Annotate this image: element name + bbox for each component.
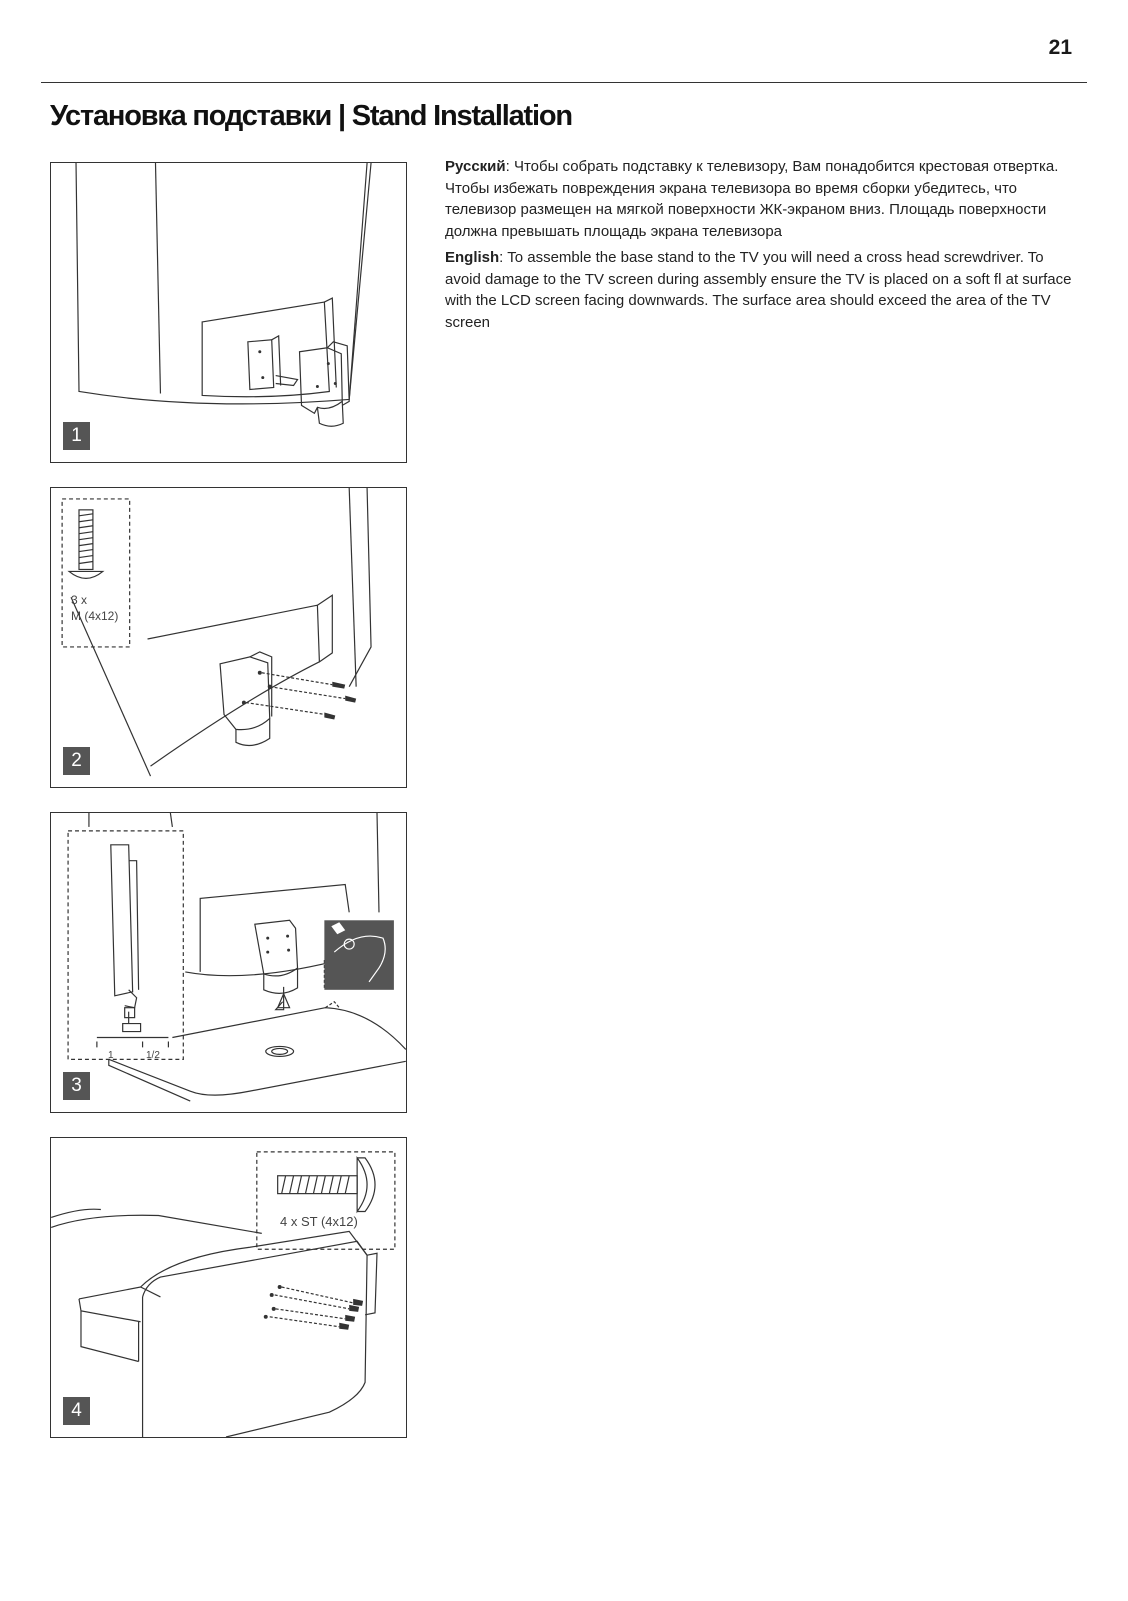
- russian-label: Русский: [445, 158, 506, 175]
- step-number-badge: 3: [63, 1072, 90, 1100]
- screw-quantity-label: 3 x: [71, 593, 88, 607]
- stand-base-attach-drawing: [51, 813, 406, 1112]
- inset-dimension-left: 1: [108, 1050, 114, 1061]
- tv-back-stand-bracket-drawing: [51, 163, 406, 462]
- step-number-badge: 4: [63, 1397, 90, 1425]
- header-rule: [41, 82, 1087, 83]
- screw-spec-label: 4 x ST (4x12): [280, 1214, 358, 1229]
- russian-text: : Чтобы собрать подставку к телевизору, Вам понадобится крестовая отвертка. Чтобы избежать повреждения экрана телевизора во время сборки убедитесь, что телевизор размещен на мягкой поверхности ЖК-экраном вниз. Площадь поверхности должна превышать площадь экрана телевизора: [445, 158, 1059, 240]
- english-paragraph: [445, 247, 1075, 333]
- base-screws-drawing: [51, 1138, 406, 1437]
- screw-detail: [278, 1158, 375, 1212]
- step-1-illustration: [50, 162, 407, 463]
- screwdriver-hand-inset: [324, 920, 394, 990]
- step-2-illustration: [50, 487, 407, 788]
- page-number: 21: [1048, 36, 1072, 59]
- bracket-screws-drawing: [51, 488, 406, 787]
- inset-dimension-right: 1/2: [146, 1050, 160, 1061]
- english-text: : To assemble the base stand to the TV you will need a cross head screwdriver. To avoid damage to the TV screen during assembly ensure the TV is placed on a soft fl at surface with the LCD screen facing downwards. The surface area should exceed the area of the TV screen: [445, 249, 1072, 331]
- screw-spec-label: M (4x12): [71, 609, 119, 623]
- screw-detail: [69, 510, 103, 579]
- step-number-badge: 2: [63, 747, 90, 775]
- russian-paragraph: [445, 156, 1075, 242]
- step-3-illustration: [50, 812, 407, 1113]
- step-number-badge: 1: [63, 422, 90, 450]
- english-label: English: [445, 249, 500, 266]
- instructions-text: [445, 156, 1075, 338]
- page-title: Установка подставки | Stand Installation: [50, 100, 572, 132]
- step-4-illustration: [50, 1137, 407, 1438]
